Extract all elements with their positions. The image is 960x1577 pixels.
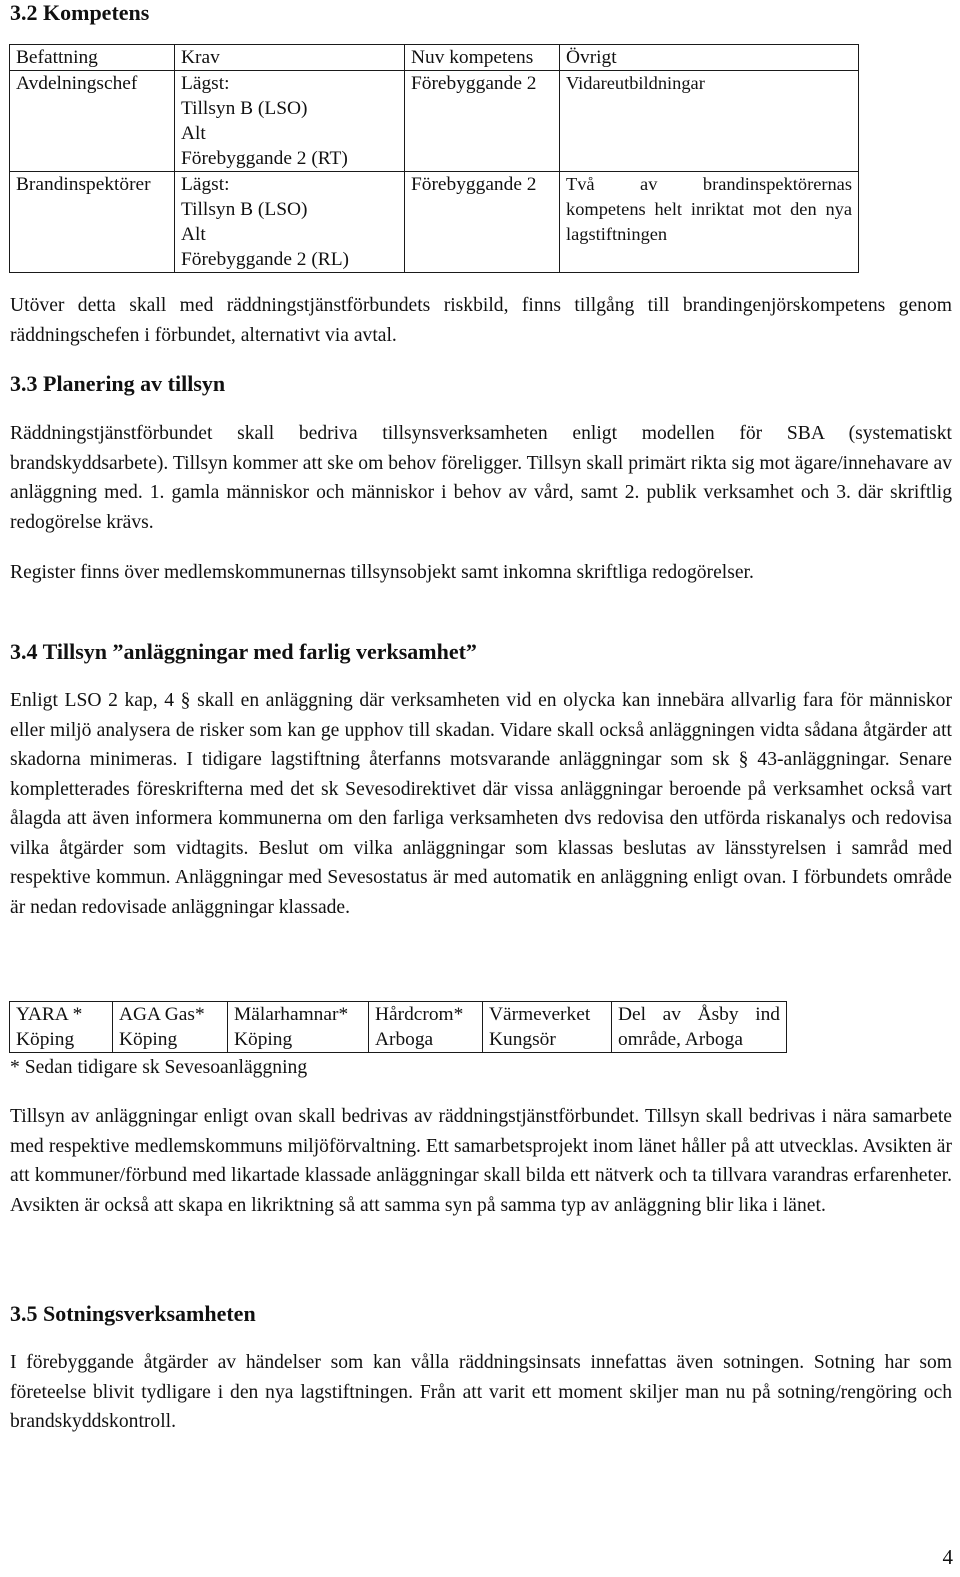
facility-name: YARA * xyxy=(16,1004,83,1025)
header-befattning: Befattning xyxy=(10,45,175,71)
cell-krav xyxy=(175,172,405,273)
cell-befattning: Brandinspektörer xyxy=(10,172,175,273)
facility-cell xyxy=(483,1002,612,1053)
paragraph-sotning: I förebyggande åtgärder av händelser som kan vålla räddningsinsats innefattas även sotningen. Sotning har som företeelse blivit tydligare i den nya lagstiftningen. Från att varit ett moment skiljer man nu på sotning/rengöring och brandskyddskontroll. xyxy=(10,1352,952,1432)
paragraph-tillsyn-anlaggningar: Tillsyn av anläggningar enligt ovan skall bedrivas av räddningstjänstförbundet. Tillsyn skall bedrivas i nära samarbete med respektive medlemskommuns miljöförvaltning. Ett samarbetsprojekt inom länet håller på att utvecklas. Avsikten är att kommuner/förbund med likartade klassade anläggningar skall bilda ett nätverk och ta tillvara varandras erfarenheter. Avsikten är också att skapa en likriktning så att samma syn på samma typ av anläggning blir lika i länet. xyxy=(10,1106,952,1216)
krav-line: Alt xyxy=(181,123,206,144)
krav-line: Lägst: xyxy=(181,73,230,94)
facility-place: Arboga xyxy=(375,1029,434,1050)
facility-place: Köping xyxy=(16,1029,75,1050)
paragraph-register: Register finns över medlemskommunernas tillsynsobjekt samt inkomna skriftliga redogörelser. xyxy=(10,562,754,583)
krav-line: Förebyggande 2 (RT) xyxy=(181,148,348,169)
cell-krav xyxy=(175,71,405,172)
facility-place: område, Arboga xyxy=(618,1029,743,1050)
facility-cell xyxy=(369,1002,483,1053)
footnote-seveso: * Sedan tidigare sk Sevesoanläggning xyxy=(10,1057,308,1078)
facility-name: Hårdcrom* xyxy=(375,1004,464,1025)
cell-ovrigt: Vidareutbildningar xyxy=(560,71,859,172)
table-row xyxy=(10,172,859,273)
krav-line: Tillsyn B (LSO) xyxy=(181,199,308,220)
competence-table xyxy=(9,44,859,273)
krav-line: Förebyggande 2 (RL) xyxy=(181,249,350,270)
cell-ovrigt: Två av brandinspektörernas kompetens helt inriktat mot den nya lagstiftningen xyxy=(560,172,859,273)
table-row xyxy=(10,71,859,172)
section-3-2-heading: 3.2 Kompetens xyxy=(10,0,150,25)
table-header-row xyxy=(10,45,859,71)
krav-line: Tillsyn B (LSO) xyxy=(181,98,308,119)
section-3-3-heading: 3.3 Planering av tillsyn xyxy=(10,371,226,396)
facility-cell xyxy=(113,1002,228,1053)
cell-nuv-kompetens: Förebyggande 2 xyxy=(405,71,560,172)
facility-name: Mälarhamnar* xyxy=(234,1004,349,1025)
facility-name: Värmeverket xyxy=(489,1004,591,1025)
facility-name: AGA Gas* xyxy=(119,1004,205,1025)
facility-place: Köping xyxy=(234,1029,293,1050)
cell-nuv-kompetens: Förebyggande 2 xyxy=(405,172,560,273)
facility-cell xyxy=(10,1002,113,1053)
facility-name: Del av Åsby ind xyxy=(618,1004,780,1025)
header-nuv-kompetens: Nuv kompetens xyxy=(405,45,560,71)
paragraph-riskbild: Utöver detta skall med räddningstjänstförbundets riskbild, finns tillgång till brandingenjörskompetens genom räddningschefen i förbundet, alternativt via avtal. xyxy=(10,295,952,346)
table-row xyxy=(10,1002,787,1053)
cell-befattning: Avdelningschef xyxy=(10,71,175,172)
page-number: 4 xyxy=(942,1545,953,1569)
facility-place: Köping xyxy=(119,1029,178,1050)
krav-line: Alt xyxy=(181,224,206,245)
section-3-5-heading: 3.5 Sotningsverksamheten xyxy=(10,1301,256,1326)
facility-place: Kungsör xyxy=(489,1029,556,1050)
header-krav: Krav xyxy=(175,45,405,71)
facility-cell xyxy=(612,1002,787,1053)
paragraph-planering: Räddningstjänstförbundet skall bedriva tillsynsverksamheten enligt modellen för SBA (systematiskt brandskyddsarbete). Tillsyn kommer att ske om behov föreligger. Tillsyn skall primärt rikta sig mot ägare/innehavare av anläggning med. 1. gamla människor och människor i behov av vård, samt 2. publik verksamhet och 3. där skriftlig redogörelse krävs. xyxy=(10,423,952,533)
krav-line: Lägst: xyxy=(181,174,230,195)
paragraph-lso: Enligt LSO 2 kap, 4 § skall en anläggning där verksamheten vid en olycka kan innebära allvarlig fara för människor eller miljö analysera de risker som kan ge upphov till skadan. Vidare skall också anläggningen vidta sådana åtgärder att skadorna minimeras. I tidigare lagstiftning återfanns motsvarande anläggningar som sk § 43-anläggningar. Senare kompletterades föreskrifterna med det sk Sevesodirektivet där vissa anläggningar beroende på verksamhet också vart ålagda att även informera kommunerna om den farliga verksamheten dvs redovisa den utförda riskanalys och redovisa vilka åtgärder som vidtagits. Beslut om vilka anläggningar som klassas beslutas av länsstyrelsen i samråd med respektive kommun. Anläggningar med Sevesostatus är med automatik en anläggning enligt ovan. I förbundets område är nedan redovisade anläggningar klassade. xyxy=(10,690,952,918)
section-3-4-heading: 3.4 Tillsyn ”anläggningar med farlig verksamhet” xyxy=(10,639,477,664)
facility-cell xyxy=(228,1002,369,1053)
header-ovrigt: Övrigt xyxy=(560,45,859,71)
facilities-table xyxy=(9,1001,787,1053)
